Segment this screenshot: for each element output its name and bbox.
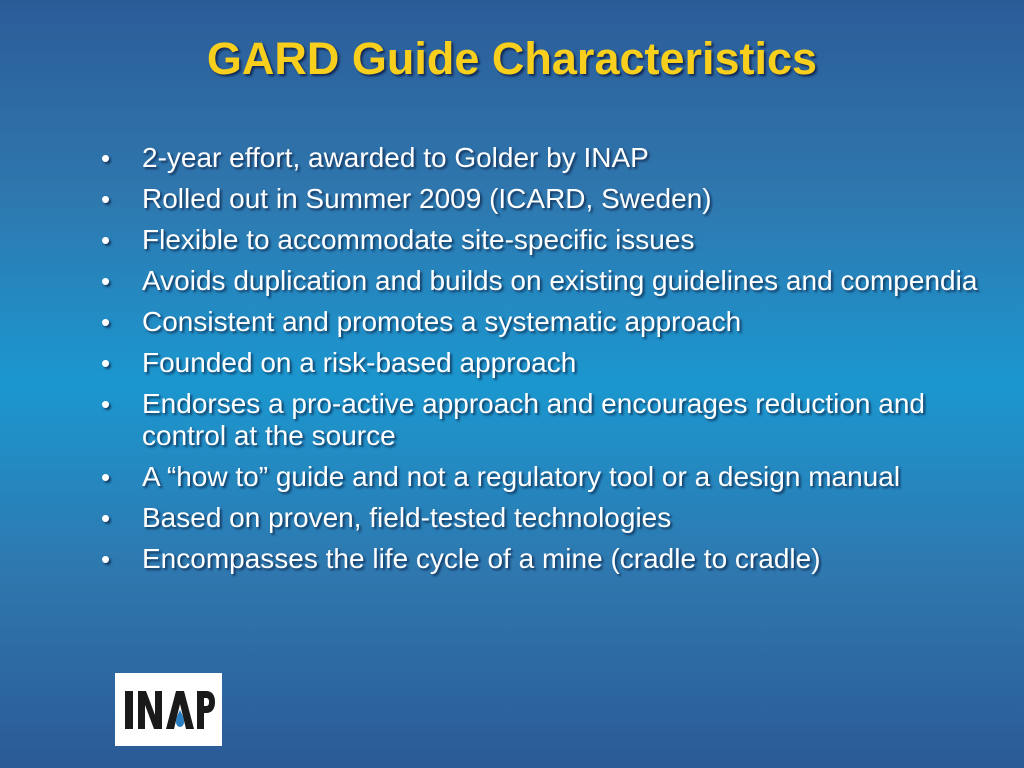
inap-logo-icon <box>121 685 216 735</box>
bullet-text: Avoids duplication and builds on existing guidelines and compendia <box>142 265 978 296</box>
bullet-icon: • <box>101 184 111 214</box>
bullet-item <box>101 224 981 256</box>
bullet-item <box>101 388 981 452</box>
bullet-text: Founded on a risk-based approach <box>142 347 577 378</box>
bullet-item <box>101 347 981 379</box>
inap-logo <box>115 673 222 746</box>
bullet-icon: • <box>101 389 111 419</box>
bullet-item <box>101 543 981 575</box>
bullet-item <box>101 306 981 338</box>
bullet-text: A “how to” guide and not a regulatory tool or a design manual <box>142 461 901 492</box>
bullet-text: Rolled out in Summer 2009 (ICARD, Sweden) <box>142 183 712 214</box>
bullet-icon: • <box>101 544 111 574</box>
slide-title: GARD Guide Characteristics <box>206 33 818 84</box>
bullet-text: 2-year effort, awarded to Golder by INAP <box>142 142 649 173</box>
bullet-item <box>101 502 981 534</box>
bullet-item <box>101 265 981 297</box>
bullet-text: Flexible to accommodate site-specific issues <box>142 224 695 255</box>
bullet-item <box>101 461 981 493</box>
bullet-list <box>101 142 981 584</box>
bullet-item <box>101 183 981 215</box>
bullet-text: Encompasses the life cycle of a mine (cradle to cradle) <box>142 543 821 574</box>
bullet-icon: • <box>101 143 111 173</box>
bullet-icon: • <box>101 225 111 255</box>
bullet-icon: • <box>101 266 111 296</box>
bullet-icon: • <box>101 462 111 492</box>
bullet-text: Based on proven, field-tested technologies <box>142 502 672 533</box>
bullet-icon: • <box>101 503 111 533</box>
bullet-text: Endorses a pro-active approach and encourages reduction and control at the source <box>142 388 925 451</box>
bullet-item <box>101 142 981 174</box>
bullet-text: Consistent and promotes a systematic approach <box>142 306 742 337</box>
bullet-icon: • <box>101 307 111 337</box>
bullet-icon: • <box>101 348 111 378</box>
